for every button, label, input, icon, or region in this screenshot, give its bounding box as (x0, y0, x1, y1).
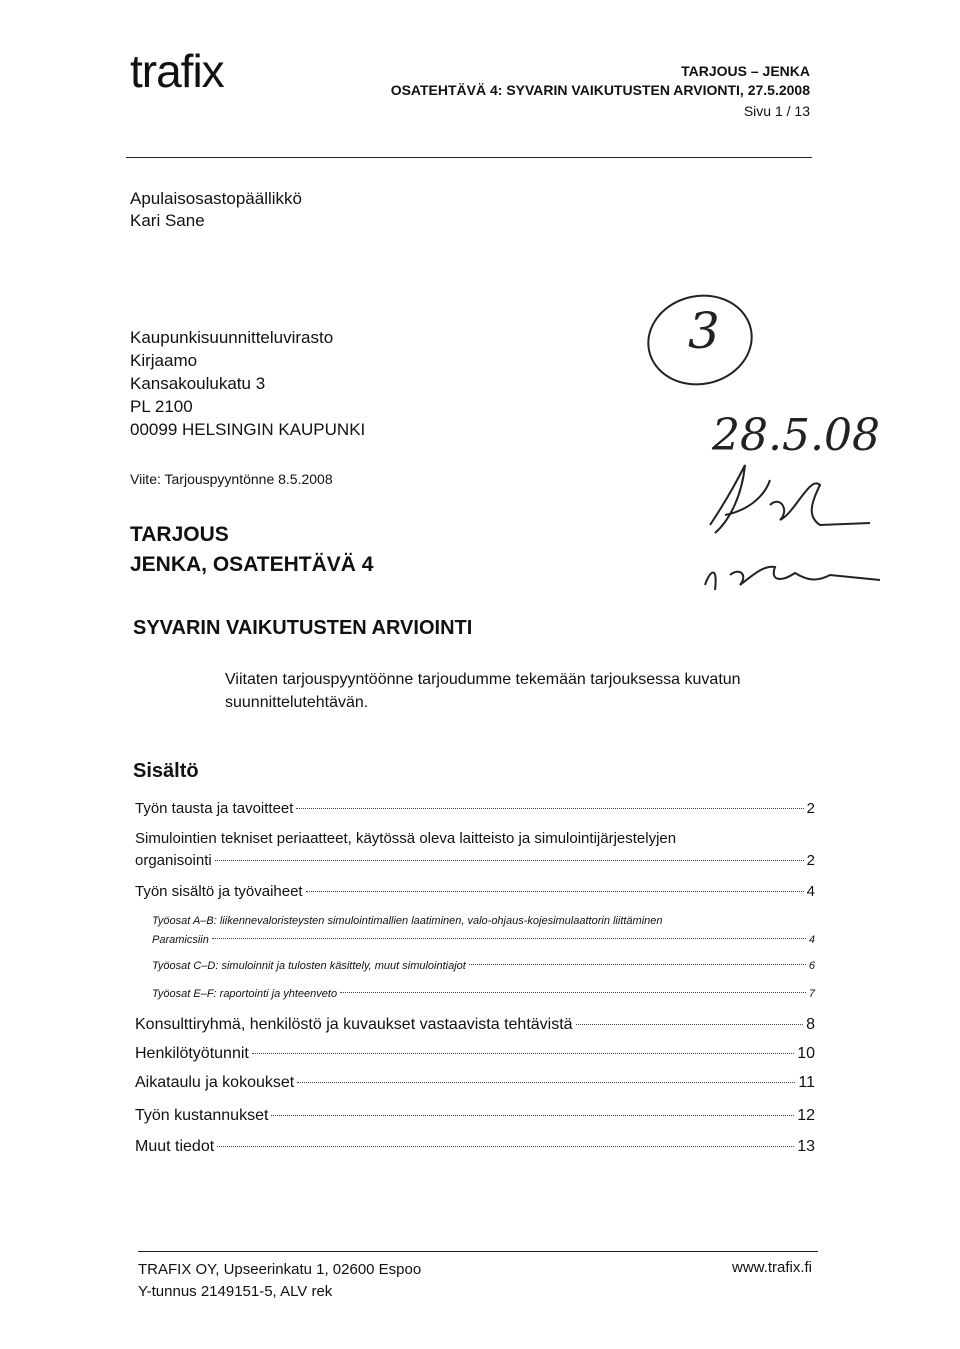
footer-divider (138, 1251, 818, 1252)
toc-entry-page: 11 (798, 1074, 815, 1091)
toc-entry-text: Konsulttiryhmä, henkilöstö ja kuvaukset vastaavista tehtävistä (135, 1016, 573, 1033)
recipient-title: Apulaisosastopäällikkö (130, 189, 302, 208)
toc-subentry[interactable] (152, 960, 815, 972)
section-heading: SYVARIN VAIKUTUSTEN ARVIOINTI (133, 617, 473, 639)
toc-entry-text: organisointi (135, 852, 212, 869)
toc-entry-first-line: Simulointien tekniset periaatteet, käytössä oleva laitteisto ja simulointijärjestelyjen (135, 830, 677, 847)
address-line: 00099 HELSINGIN KAUPUNKI (130, 420, 366, 439)
toc-entry-page: 10 (797, 1045, 815, 1062)
offer-subtitle: JENKA, OSATEHTÄVÄ 4 (130, 553, 374, 576)
recipient-name: Kari Sane (130, 211, 205, 230)
toc-entry-page: 8 (806, 1016, 815, 1033)
intro-paragraph: Viitaten tarjouspyyntöönne tarjoudumme tekemään tarjouksessa kuvatun suunnittelutehtävän. (225, 671, 741, 711)
toc-dot-leader (217, 1146, 794, 1147)
toc-dot-leader (469, 964, 806, 965)
toc-entry-text: Muut tiedot (135, 1138, 215, 1155)
toc-entry-page: 2 (806, 800, 815, 817)
toc-entry[interactable] (135, 1016, 815, 1034)
page-number: Sivu 1 / 13 (743, 103, 810, 119)
toc-subentry[interactable] (152, 988, 815, 1000)
toc-subentry-first-line: Työosat A–B: liikennevaloristeysten simulointimallien laatiminen, valo-ohjaus-kojesimulaattorin liittäminen (152, 915, 663, 927)
toc-entry[interactable] (135, 852, 815, 869)
handwritten-date: 28.5.08 (712, 410, 880, 461)
footer-website-link[interactable]: www.trafix.fi (731, 1259, 812, 1276)
company-logo: trafix (130, 45, 224, 97)
toc-entry-text: Henkilötyötunnit (135, 1045, 249, 1062)
toc-dot-leader (212, 938, 806, 939)
toc-dot-leader (252, 1053, 794, 1054)
toc-entry-page: 13 (797, 1138, 815, 1155)
address-line: Kansakoulukatu 3 (130, 374, 266, 393)
toc-entry-page: 7 (808, 988, 815, 1000)
toc-entry-text: Työn sisältö ja työvaiheet (135, 883, 303, 900)
toc-entry-page: 4 (806, 883, 815, 900)
toc-dot-leader (306, 891, 804, 892)
toc-entry-text: Työosat C–D: simuloinnit ja tulosten käsittely, muut simulointiajot (152, 960, 466, 972)
toc-entry[interactable] (135, 883, 815, 900)
toc-entry[interactable] (135, 800, 815, 817)
toc-dot-leader (576, 1024, 804, 1025)
handwritten-signature (670, 455, 885, 605)
toc-dot-leader (296, 808, 803, 809)
toc-entry-text: Paramicsiin (152, 934, 209, 946)
address-line: Kaupunkisuunnitteluvirasto (130, 328, 334, 347)
toc-entry-page: 12 (797, 1107, 815, 1124)
toc-entry-page: 4 (808, 934, 815, 946)
offer-title: TARJOUS (130, 523, 229, 546)
document-title: TARJOUS – JENKA (681, 63, 810, 79)
toc-dot-leader (340, 992, 806, 993)
toc-entry-text: Työosat E–F: raportointi ja yhteenveto (152, 988, 338, 1000)
toc-dot-leader (271, 1115, 794, 1116)
handwritten-number: 3 (688, 302, 720, 360)
toc-entry-text: Aikataulu ja kokoukset (135, 1074, 295, 1091)
toc-entry[interactable] (135, 1107, 815, 1125)
footer-company: TRAFIX OY, Upseerinkatu 1, 02600 Espoo (138, 1261, 422, 1278)
toc-entry-text: Työn kustannukset (135, 1107, 269, 1124)
toc-dot-leader (297, 1082, 795, 1083)
document-subtitle: OSATEHTÄVÄ 4: SYVARIN VAIKUTUSTEN ARVIONTI, 27.5.2008 (390, 82, 810, 98)
address-line: Kirjaamo (130, 351, 198, 370)
toc-entry-page: 2 (806, 852, 815, 869)
footer-business-id: Y-tunnus 2149151-5, ALV rek (138, 1283, 333, 1300)
toc-subentry[interactable] (152, 934, 815, 946)
toc-entry-page: 6 (808, 960, 815, 972)
toc-dot-leader (215, 860, 804, 861)
toc-entry[interactable] (135, 1045, 815, 1063)
toc-entry[interactable] (135, 1074, 815, 1092)
reference-line: Viite: Tarjouspyyntönne 8.5.2008 (130, 471, 333, 487)
toc-heading: Sisältö (133, 760, 199, 782)
toc-entry[interactable] (135, 1138, 815, 1156)
header-divider (126, 157, 812, 158)
toc-entry-text: Työn tausta ja tavoitteet (135, 800, 294, 817)
address-line: PL 2100 (130, 397, 193, 416)
